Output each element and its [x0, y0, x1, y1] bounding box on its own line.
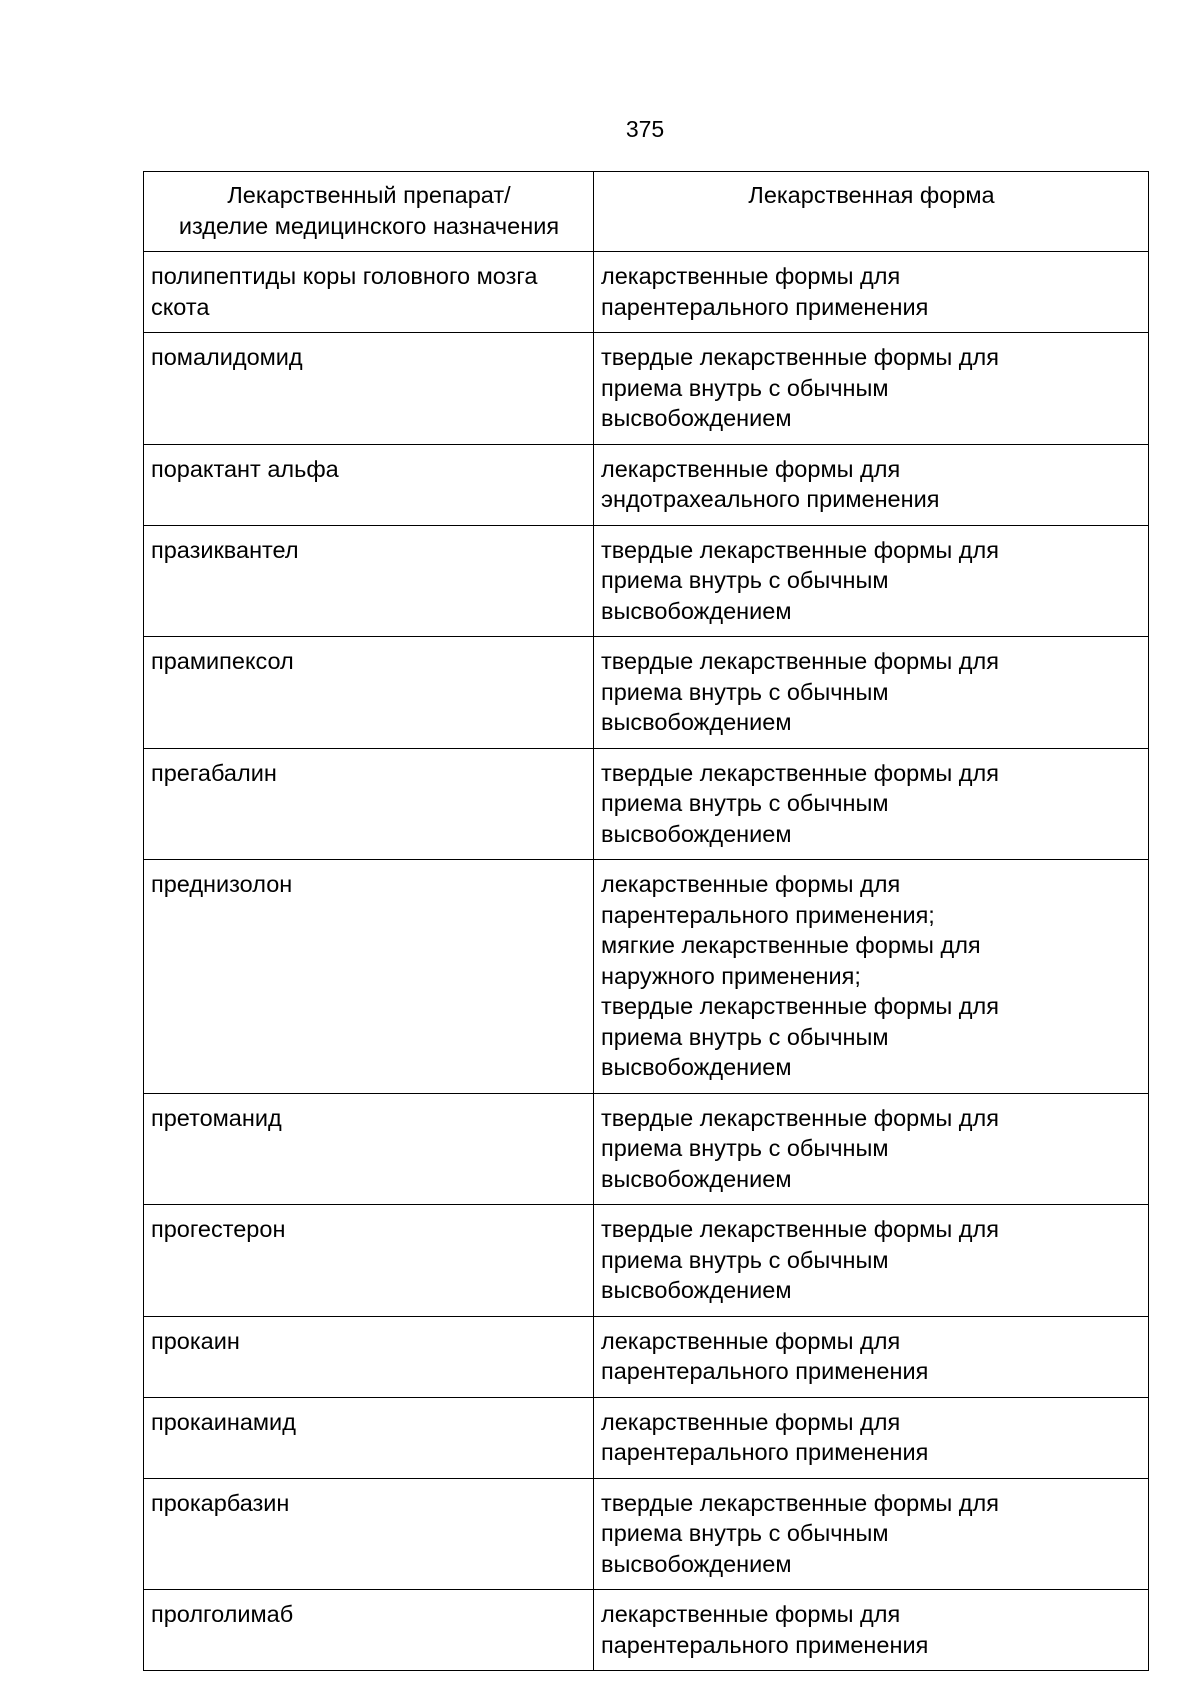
cell-text-line: скота	[151, 293, 210, 320]
drug-name-cell	[144, 1316, 594, 1397]
cell-text-line: празиквантел	[151, 536, 299, 563]
cell-text-line: высвобождением	[601, 1277, 792, 1303]
table-row	[144, 1397, 1149, 1478]
cell-text-line: парентерального применения	[601, 1439, 929, 1465]
drug-name-cell	[144, 1478, 594, 1590]
dosage-form-cell	[594, 525, 1149, 637]
drug-name-cell	[144, 1093, 594, 1205]
cell-text-line: полипептиды коры головного мозга	[151, 263, 538, 289]
cell-text-line: приема внутрь с обычным	[601, 790, 889, 816]
cell-text-line: эндотрахеального применения	[601, 486, 940, 512]
cell-text-line: высвобождением	[601, 820, 792, 847]
cell-text-line: наружного применения;	[601, 962, 861, 989]
cell-text-line: прамипексол	[151, 648, 294, 674]
dosage-form-cell	[594, 1093, 1149, 1205]
cell-text-line: прегабалин	[151, 759, 277, 786]
table-body	[144, 252, 1149, 1671]
cell-text-line: лекарственные формы для	[601, 455, 901, 482]
drug-name-cell	[144, 444, 594, 525]
page-number: 375	[625, 116, 665, 142]
cell-text-line: твердые лекарственные формы для	[601, 344, 999, 370]
table-row	[144, 252, 1149, 333]
cell-text-line: лекарственные формы для	[601, 1601, 901, 1627]
dosage-form-cell	[594, 252, 1149, 333]
header-dosage-form	[594, 172, 1149, 252]
drug-name-cell	[144, 1397, 594, 1478]
dosage-form-cell	[594, 333, 1149, 445]
table-row	[144, 1590, 1149, 1671]
cell-text-line: высвобождением	[601, 1165, 792, 1192]
dosage-form-cell	[594, 637, 1149, 749]
drug-name-cell	[144, 637, 594, 749]
dosage-form-cell	[594, 860, 1149, 1094]
cell-text-line: приема внутрь с обычным	[601, 1246, 889, 1273]
table-row	[144, 748, 1149, 860]
cell-text-line: твердые лекарственные формы для	[601, 1104, 999, 1131]
dosage-form-cell	[594, 1316, 1149, 1397]
cell-text-line: приема внутрь с обычным	[601, 1023, 889, 1050]
cell-text-line: высвобождением	[601, 597, 792, 624]
cell-text-line: пролголимаб	[151, 1601, 294, 1627]
dosage-form-cell	[594, 748, 1149, 860]
table-row	[144, 860, 1149, 1094]
cell-text-line: лекарственные формы для	[601, 871, 901, 897]
dosage-form-cell	[594, 1590, 1149, 1671]
table-row	[144, 525, 1149, 637]
cell-text-line: порактант альфа	[151, 455, 339, 482]
drug-name-cell	[144, 525, 594, 637]
cell-text-line: прокарбазин	[151, 1489, 290, 1516]
cell-text-line: мягкие лекарственные формы для	[601, 932, 981, 958]
table-row	[144, 1093, 1149, 1205]
drug-name-cell	[144, 333, 594, 445]
dosage-form-cell	[594, 444, 1149, 525]
cell-text-line: помалидомид	[151, 344, 303, 370]
cell-text-line: приема внутрь с обычным	[601, 678, 889, 705]
cell-text-line: приема внутрь с обычным	[601, 567, 889, 593]
drug-table	[143, 171, 1149, 1671]
cell-text-line: твердые лекарственные формы для	[601, 1489, 999, 1516]
cell-text-line: претоманид	[151, 1104, 282, 1131]
cell-text-line: приема внутрь с обычным	[601, 374, 889, 401]
drug-name-cell	[144, 1205, 594, 1317]
cell-text-line: высвобождением	[601, 1054, 792, 1080]
drug-name-cell	[144, 860, 594, 1094]
table-row	[144, 1478, 1149, 1590]
cell-text-line: высвобождением	[601, 709, 792, 735]
cell-text-line: лекарственные формы для	[601, 1408, 901, 1435]
drug-name-cell	[144, 252, 594, 333]
cell-text-line: прокаин	[151, 1327, 240, 1354]
cell-text-line: приема внутрь с обычным	[601, 1135, 889, 1161]
cell-text-line: преднизолон	[151, 871, 293, 897]
cell-text-line: парентерального применения	[601, 293, 929, 320]
cell-text-line: твердые лекарственные формы для	[601, 536, 999, 563]
drug-name-cell	[144, 1590, 594, 1671]
cell-text-line: лекарственные формы для	[601, 1327, 901, 1354]
table-row	[144, 1205, 1149, 1317]
table-row	[144, 444, 1149, 525]
cell-text-line: лекарственные формы для	[601, 263, 901, 289]
cell-text-line: прогестерон	[151, 1216, 286, 1242]
dosage-form-cell	[594, 1478, 1149, 1590]
cell-text-line: изделие медицинского назначения	[178, 212, 560, 239]
table-header-row	[144, 172, 1149, 252]
cell-text-line: твердые лекарственные формы для	[601, 648, 999, 674]
cell-text-line: прокаинамид	[151, 1408, 296, 1435]
cell-text-line: парентерального применения;	[601, 901, 935, 928]
cell-text-line: твердые лекарственные формы для	[601, 759, 999, 786]
drug-name-cell	[144, 748, 594, 860]
cell-text-line: высвобождением	[601, 405, 792, 431]
cell-text-line: парентерального применения	[601, 1358, 929, 1384]
cell-text-line: Лекарственная форма	[748, 182, 995, 208]
dosage-form-cell	[594, 1397, 1149, 1478]
cell-text-line: приема внутрь с обычным	[601, 1520, 889, 1546]
table-row	[144, 637, 1149, 749]
cell-text-line: парентерального применения	[601, 1631, 929, 1658]
dosage-form-cell	[594, 1205, 1149, 1317]
table-row	[144, 333, 1149, 445]
cell-text-line: твердые лекарственные формы для	[601, 993, 999, 1019]
cell-text-line: твердые лекарственные формы для	[601, 1216, 999, 1242]
cell-text-line: Лекарственный препарат/	[227, 182, 511, 208]
table-row	[144, 1316, 1149, 1397]
header-drug-name	[144, 172, 594, 252]
cell-text-line: высвобождением	[601, 1550, 792, 1577]
